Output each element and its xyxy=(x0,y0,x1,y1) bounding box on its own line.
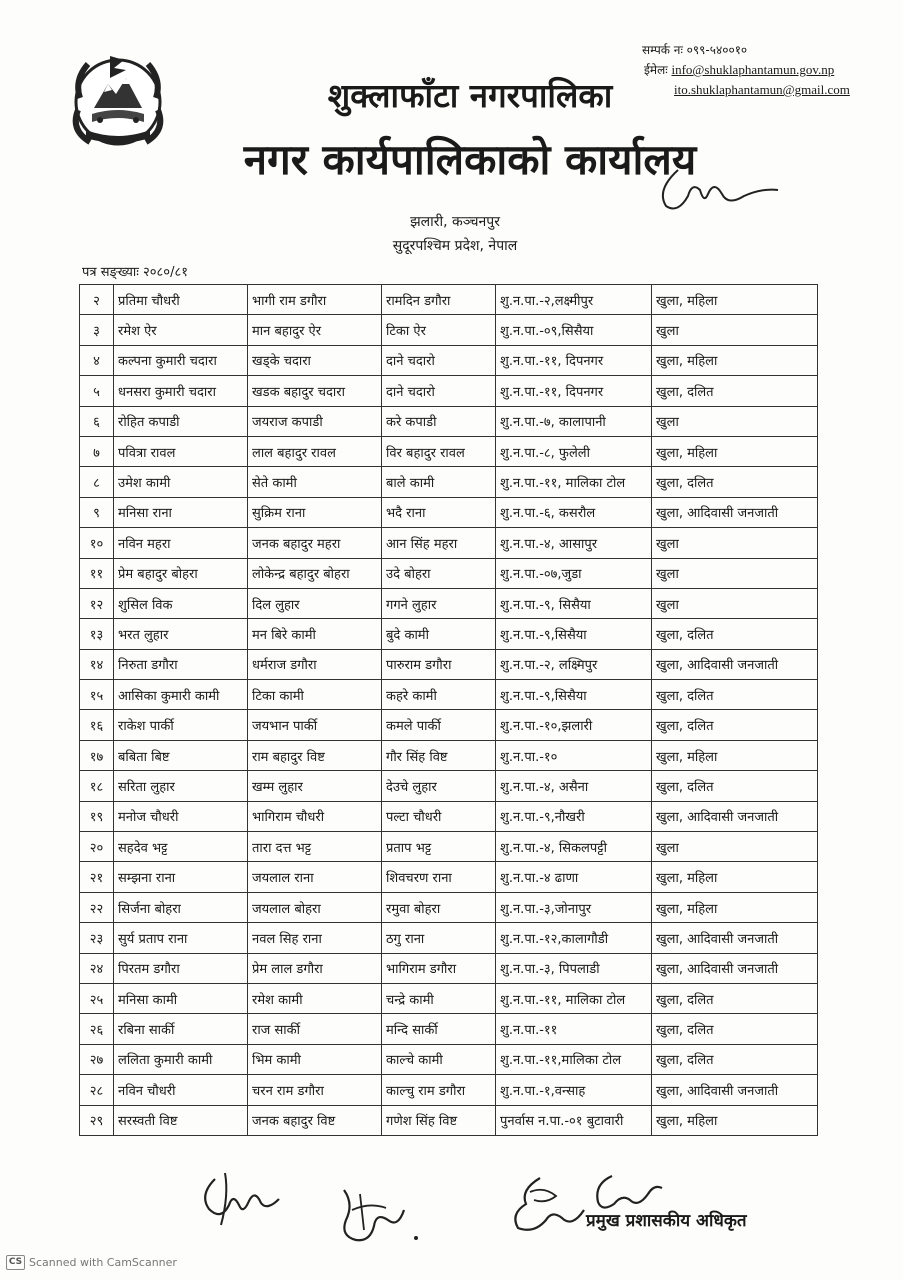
cell-name: सरस्वती विष्ट xyxy=(114,1105,248,1135)
cell-category: खुला xyxy=(652,315,818,345)
cell-name: राकेश पार्की xyxy=(114,710,248,740)
table-row xyxy=(80,588,818,618)
cell-address: शु.न.पा.-११,मालिका टोल xyxy=(496,1044,652,1074)
cell-category: खुला, दलित xyxy=(652,983,818,1013)
cell-grandfather-name: काल्चे कामी xyxy=(382,1044,496,1074)
cell-category: खुला, महिला xyxy=(652,862,818,892)
cell-serial: २७ xyxy=(80,1044,114,1074)
cell-grandfather-name: चन्द्रे कामी xyxy=(382,983,496,1013)
cell-address: शु.न.पा.-११, दिपनगर xyxy=(496,376,652,406)
cell-serial: २२ xyxy=(80,892,114,922)
cell-category: खुला xyxy=(652,558,818,588)
cell-serial: ३ xyxy=(80,315,114,345)
cell-category: खुला, दलित xyxy=(652,1014,818,1044)
table-row xyxy=(80,862,818,892)
cell-category: खुला, महिला xyxy=(652,740,818,770)
cell-category: खुला, दलित xyxy=(652,467,818,497)
table-row xyxy=(80,953,818,983)
cell-grandfather-name: कहरे कामी xyxy=(382,680,496,710)
cell-category: खुला, दलित xyxy=(652,1044,818,1074)
table-row xyxy=(80,436,818,466)
cell-serial: ११ xyxy=(80,558,114,588)
cell-father-name: सेते कामी xyxy=(248,467,382,497)
cell-name: सरिता लुहार xyxy=(114,771,248,801)
cell-grandfather-name: बुदे कामी xyxy=(382,619,496,649)
cell-grandfather-name: प्रताप भट्ट xyxy=(382,832,496,862)
cell-father-name: मन बिरे कामी xyxy=(248,619,382,649)
cell-address: शु.न.पा.-३,जोनापुर xyxy=(496,892,652,922)
cell-category: खुला, आदिवासी जनजाती xyxy=(652,923,818,953)
cell-name: रबिना सार्की xyxy=(114,1014,248,1044)
cell-father-name: राज सार्की xyxy=(248,1014,382,1044)
cell-grandfather-name: ठगु राना xyxy=(382,923,496,953)
cell-name: प्रतिमा चौधरी xyxy=(114,285,248,315)
cell-name: पवित्रा रावल xyxy=(114,436,248,466)
cell-father-name: जयभान पार्की xyxy=(248,710,382,740)
cell-father-name: लोकेन्द्र बहादुर बोहरा xyxy=(248,558,382,588)
cell-category: खुला, दलित xyxy=(652,619,818,649)
cell-grandfather-name: दाने चदारो xyxy=(382,345,496,375)
cell-grandfather-name: आन सिंह महरा xyxy=(382,528,496,558)
cell-grandfather-name: रामदिन डगौरा xyxy=(382,285,496,315)
table-row xyxy=(80,406,818,436)
cell-grandfather-name: पारुराम डगौरा xyxy=(382,649,496,679)
cell-serial: २१ xyxy=(80,862,114,892)
cell-address: शु.न.पा.-११ xyxy=(496,1014,652,1044)
cell-father-name: जयलाल राना xyxy=(248,862,382,892)
table-row xyxy=(80,1014,818,1044)
cell-father-name: टिका कामी xyxy=(248,680,382,710)
scanner-watermark xyxy=(6,1255,177,1270)
cell-name: प्रेम बहादुर बोहरा xyxy=(114,558,248,588)
cell-father-name: तारा दत्त भट्ट xyxy=(248,832,382,862)
cell-address: शु.न.पा.-९,नौखरी xyxy=(496,801,652,831)
table-row xyxy=(80,1044,818,1074)
cell-address: शु.न.पा.-८, फुलेली xyxy=(496,436,652,466)
camscanner-logo-icon: CS xyxy=(6,1255,25,1270)
table-row xyxy=(80,345,818,375)
cell-father-name: भागी राम डगौरा xyxy=(248,285,382,315)
cell-grandfather-name: विर बहादुर रावल xyxy=(382,436,496,466)
cell-father-name: धर्मराज डगौरा xyxy=(248,649,382,679)
cell-grandfather-name: मन्दि सार्की xyxy=(382,1014,496,1044)
table-row xyxy=(80,771,818,801)
cell-grandfather-name: गौर सिंह विष्ट xyxy=(382,740,496,770)
cell-address: शु.न.पा.-९,सिसैया xyxy=(496,619,652,649)
reference-number: पत्र सङ्ख्याः २०८०/८१ xyxy=(82,265,188,280)
cell-grandfather-name: भदै राना xyxy=(382,497,496,527)
cell-father-name: चरन राम डगौरा xyxy=(248,1075,382,1105)
cell-serial: २३ xyxy=(80,923,114,953)
cell-father-name: खडक बहादुर चदारा xyxy=(248,376,382,406)
cell-serial: २९ xyxy=(80,1105,114,1135)
cell-serial: १३ xyxy=(80,619,114,649)
cell-serial: २६ xyxy=(80,1014,114,1044)
cell-father-name: खड्के चदारा xyxy=(248,345,382,375)
cell-address: शु.न.पा.-४, असैना xyxy=(496,771,652,801)
table-row xyxy=(80,649,818,679)
cell-grandfather-name: करे कपाडी xyxy=(382,406,496,436)
nepal-emblem-icon xyxy=(60,50,176,150)
cell-grandfather-name: देउचे लुहार xyxy=(382,771,496,801)
scanner-text: Scanned with CamScanner xyxy=(29,1256,177,1269)
cell-name: आसिका कुमारी कामी xyxy=(114,680,248,710)
cell-father-name: लाल बहादुर रावल xyxy=(248,436,382,466)
office-title: नगर कार्यपालिकाको कार्यालय xyxy=(243,135,697,184)
cell-address: शु.न.पा.-२, लक्ष्मिपुर xyxy=(496,649,652,679)
cell-name: सहदेव भट्ट xyxy=(114,832,248,862)
cell-grandfather-name: कमले पार्की xyxy=(382,710,496,740)
table-row xyxy=(80,467,818,497)
cell-grandfather-name: उदे बोहरा xyxy=(382,558,496,588)
cell-category: खुला, आदिवासी जनजाती xyxy=(652,497,818,527)
cell-name: सम्झना राना xyxy=(114,862,248,892)
cell-address: शु.न.पा.-११, दिपनगर xyxy=(496,345,652,375)
email-label: ईमेलः xyxy=(644,63,668,77)
cell-name: सिर्जना बोहरा xyxy=(114,892,248,922)
cell-address: पुनर्वास न.पा.-०१ बुटावारी xyxy=(496,1105,652,1135)
address-line-1: झलारी, कञ्चनपुर xyxy=(410,214,500,230)
cell-name: भरत लुहार xyxy=(114,619,248,649)
cell-grandfather-name: शिवचरण राना xyxy=(382,862,496,892)
cell-father-name: जनक बहादुर विष्ट xyxy=(248,1105,382,1135)
cell-category: खुला xyxy=(652,832,818,862)
cell-address: शु.न.पा.-९,सिसैया xyxy=(496,680,652,710)
cell-father-name: मान बहादुर ऐर xyxy=(248,315,382,345)
cell-address: शु.न.पा.-१०,झलारी xyxy=(496,710,652,740)
table-row xyxy=(80,528,818,558)
cell-name: मनोज चौधरी xyxy=(114,801,248,831)
cell-category: खुला, दलित xyxy=(652,680,818,710)
cell-father-name: सुक्रिम राना xyxy=(248,497,382,527)
cell-grandfather-name: रमुवा बोहरा xyxy=(382,892,496,922)
table-row xyxy=(80,1105,818,1135)
cell-name: रमेश ऐर xyxy=(114,315,248,345)
cell-serial: २८ xyxy=(80,1075,114,1105)
cell-father-name: खम्म लुहार xyxy=(248,771,382,801)
cell-name: धनसरा कुमारी चदारा xyxy=(114,376,248,406)
cell-name: शुसिल विक xyxy=(114,588,248,618)
cell-grandfather-name: बाले कामी xyxy=(382,467,496,497)
cell-father-name: दिल लुहार xyxy=(248,588,382,618)
cell-father-name: जयराज कपाडी xyxy=(248,406,382,436)
cell-name: उमेश कामी xyxy=(114,467,248,497)
table-row xyxy=(80,892,818,922)
table-row xyxy=(80,315,818,345)
cell-serial: ८ xyxy=(80,467,114,497)
cell-address: शु.न.पा.-०९,सिसैया xyxy=(496,315,652,345)
cell-address: शु.न.पा.-४, आसापुर xyxy=(496,528,652,558)
table-row xyxy=(80,832,818,862)
cell-serial: ५ xyxy=(80,376,114,406)
email-link-primary[interactable]: info@shuklaphantamun.gov.np xyxy=(671,62,835,77)
cell-name: नविन चौधरी xyxy=(114,1075,248,1105)
officer-title: प्रमुख प्रशासकीय अधिकृत xyxy=(586,1211,747,1231)
cell-category: खुला, आदिवासी जनजाती xyxy=(652,801,818,831)
cell-address: शु.न.पा.-११, मालिका टोल xyxy=(496,983,652,1013)
contact-phone: सम्पर्क नः ०९९-५४००१० xyxy=(642,43,748,57)
table-row xyxy=(80,558,818,588)
cell-serial: ७ xyxy=(80,436,114,466)
cell-address: शु.न.पा.-१० xyxy=(496,740,652,770)
signature-1-icon xyxy=(195,1165,285,1230)
cell-category: खुला xyxy=(652,588,818,618)
cell-address: शु.न.पा.-४ ढाणा xyxy=(496,862,652,892)
signature-top-icon xyxy=(648,160,788,220)
cell-name: मनिसा कामी xyxy=(114,983,248,1013)
cell-serial: २४ xyxy=(80,953,114,983)
cell-serial: ९ xyxy=(80,497,114,527)
cell-serial: १८ xyxy=(80,771,114,801)
cell-father-name: नवल सिह राना xyxy=(248,923,382,953)
table-row xyxy=(80,710,818,740)
cell-serial: १९ xyxy=(80,801,114,831)
cell-address: शु.न.पा.-११, मालिका टोल xyxy=(496,467,652,497)
cell-category: खुला, आदिवासी जनजाती xyxy=(652,953,818,983)
cell-grandfather-name: टिका ऐर xyxy=(382,315,496,345)
cell-serial: १० xyxy=(80,528,114,558)
table-row xyxy=(80,376,818,406)
cell-father-name: भागिराम चौधरी xyxy=(248,801,382,831)
cell-grandfather-name: काल्चु राम डगौरा xyxy=(382,1075,496,1105)
cell-name: बबिता बिष्ट xyxy=(114,740,248,770)
cell-category: खुला, दलित xyxy=(652,710,818,740)
cell-name: सुर्य प्रताप राना xyxy=(114,923,248,953)
candidate-table xyxy=(79,284,818,1136)
cell-category: खुला, महिला xyxy=(652,1105,818,1135)
cell-serial: ६ xyxy=(80,406,114,436)
table-row xyxy=(80,619,818,649)
cell-name: निरुता डगौरा xyxy=(114,649,248,679)
cell-name: ललिता कुमारी कामी xyxy=(114,1044,248,1074)
cell-father-name: राम बहादुर विष्ट xyxy=(248,740,382,770)
cell-serial: ४ xyxy=(80,345,114,375)
cell-father-name: प्रेम लाल डगौरा xyxy=(248,953,382,983)
cell-father-name: रमेश कामी xyxy=(248,983,382,1013)
cell-name: रोहित कपाडी xyxy=(114,406,248,436)
cell-category: खुला, दलित xyxy=(652,376,818,406)
table-row xyxy=(80,983,818,1013)
cell-category: खुला, दलित xyxy=(652,771,818,801)
cell-serial: २० xyxy=(80,832,114,862)
cell-name: नविन महरा xyxy=(114,528,248,558)
cell-address: शु.न.पा.-०७,जुडा xyxy=(496,558,652,588)
cell-address: शु.न.पा.-७, कालापानी xyxy=(496,406,652,436)
cell-address: शु.न.पा.-९, सिसैया xyxy=(496,588,652,618)
cell-serial: १७ xyxy=(80,740,114,770)
table-row xyxy=(80,1075,818,1105)
signature-2-icon xyxy=(330,1180,430,1250)
cell-serial: २ xyxy=(80,285,114,315)
office-name: शुक्लाफाँटा नगरपालिका xyxy=(327,76,613,115)
contact-block xyxy=(630,40,895,100)
table-row xyxy=(80,740,818,770)
cell-father-name: जनक बहादुर महरा xyxy=(248,528,382,558)
cell-name: कल्पना कुमारी चदारा xyxy=(114,345,248,375)
cell-address: शु.न.पा.-१२,कालागौडी xyxy=(496,923,652,953)
cell-serial: १६ xyxy=(80,710,114,740)
cell-serial: २५ xyxy=(80,983,114,1013)
cell-name: पिरतम डगौरा xyxy=(114,953,248,983)
cell-category: खुला, आदिवासी जनजाती xyxy=(652,649,818,679)
cell-grandfather-name: पल्टा चौधरी xyxy=(382,801,496,831)
email-link-secondary[interactable]: ito.shuklaphantamun@gmail.com xyxy=(674,82,850,97)
cell-category: खुला, महिला xyxy=(652,436,818,466)
cell-category: खुला, आदिवासी जनजाती xyxy=(652,1075,818,1105)
cell-category: खुला, महिला xyxy=(652,285,818,315)
cell-grandfather-name: भागिराम डगौरा xyxy=(382,953,496,983)
cell-category: खुला xyxy=(652,406,818,436)
cell-grandfather-name: गगने लुहार xyxy=(382,588,496,618)
table-row xyxy=(80,497,818,527)
signature-3-icon xyxy=(500,1170,590,1240)
cell-serial: १४ xyxy=(80,649,114,679)
cell-father-name: भिम कामी xyxy=(248,1044,382,1074)
cell-father-name: जयलाल बोहरा xyxy=(248,892,382,922)
cell-category: खुला, महिला xyxy=(652,345,818,375)
table-row xyxy=(80,801,818,831)
cell-grandfather-name: दाने चदारो xyxy=(382,376,496,406)
cell-address: शु.न.पा.-३, पिपलाडी xyxy=(496,953,652,983)
cell-address: शु.न.पा.-४, सिकलपट्टी xyxy=(496,832,652,862)
cell-serial: १५ xyxy=(80,680,114,710)
cell-address: शु.न.पा.-६, कसरौल xyxy=(496,497,652,527)
table-row xyxy=(80,923,818,953)
cell-grandfather-name: गणेश सिंह विष्ट xyxy=(382,1105,496,1135)
address-line-2: सुदूरपश्चिम प्रदेश, नेपाल xyxy=(392,238,518,254)
cell-address: शु.न.पा.-१,वन्साह xyxy=(496,1075,652,1105)
cell-category: खुला xyxy=(652,528,818,558)
cell-name: मनिसा राना xyxy=(114,497,248,527)
cell-serial: १२ xyxy=(80,588,114,618)
cell-category: खुला, महिला xyxy=(652,892,818,922)
table-row xyxy=(80,680,818,710)
cell-address: शु.न.पा.-२,लक्ष्मीपुर xyxy=(496,285,652,315)
table-row xyxy=(80,285,818,315)
